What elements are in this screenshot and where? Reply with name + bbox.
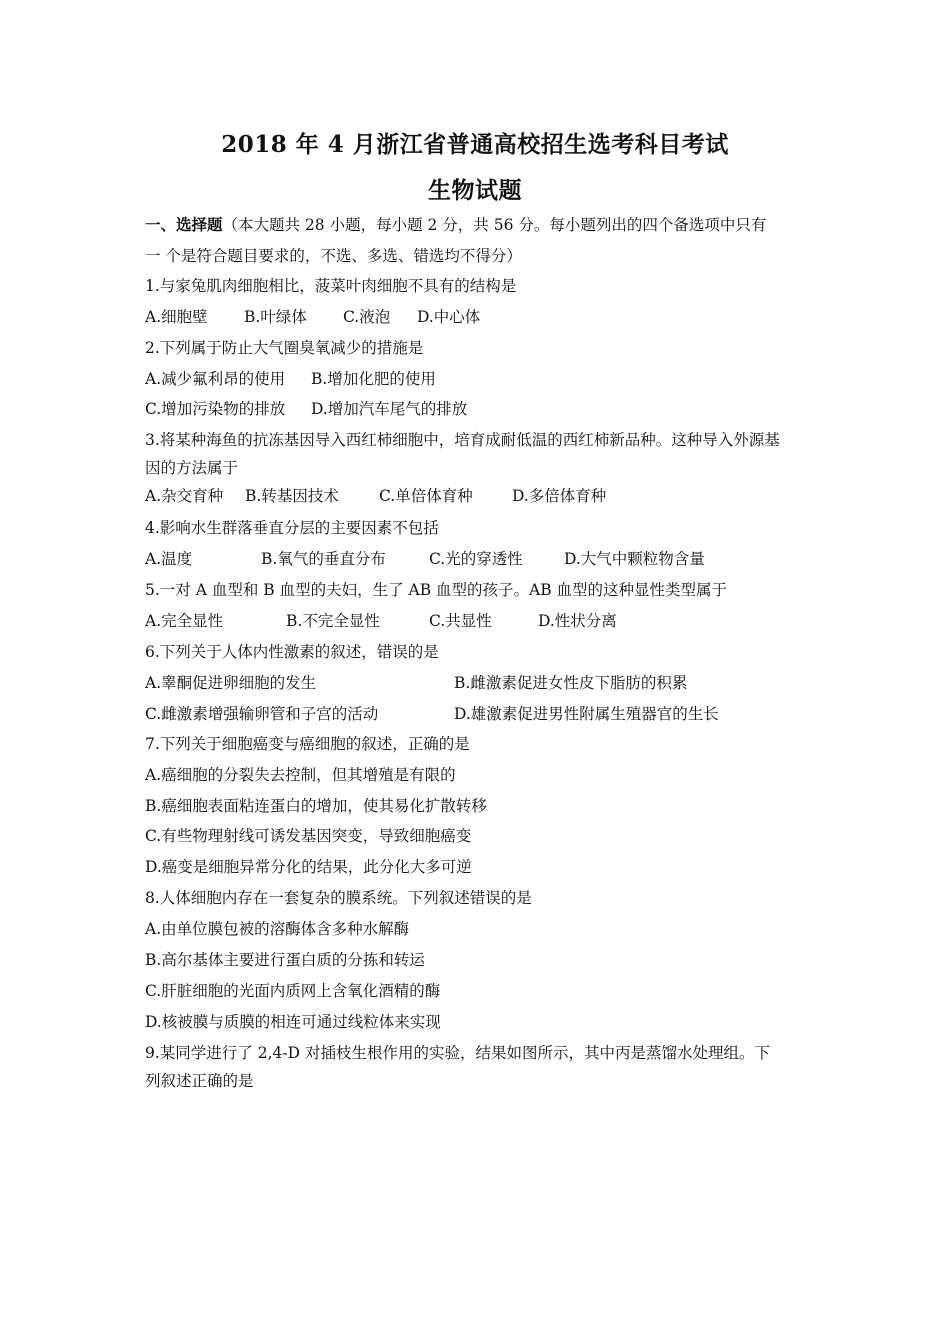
question-3-stem-cont: 因的方法属于: [145, 459, 239, 477]
question-9-stem-cont: 列叙述正确的是: [145, 1072, 254, 1090]
option-a: A.温度: [145, 550, 193, 568]
question-7-option-d: D.癌变是细胞异常分化的结果，此分化大多可逆: [145, 858, 472, 876]
option-a: A.减少氟利昂的使用: [145, 370, 286, 388]
section-intro: [145, 215, 766, 235]
option-c: C.雌激素增强输卵管和子宫的活动: [145, 705, 379, 723]
question-8-option-d: D.核被膜与质膜的相连可通过线粒体来实现: [145, 1013, 441, 1031]
option-c: C.光的穿透性: [429, 550, 523, 568]
option-a: A.细胞壁: [145, 308, 208, 326]
question-8-stem: 8.人体细胞内存在一套复杂的膜系统。下列叙述错误的是: [145, 889, 532, 907]
question-7-option-c: C.有些物理射线可诱发基因突变，导致细胞癌变: [145, 827, 472, 845]
question-3-stem: 3.将某种海鱼的抗冻基因导入西红柿细胞中，培育成耐低温的西红柿新品种。这种导入外源基: [145, 431, 780, 449]
option-d: D.雄激素促进男性附属生殖器官的生长: [454, 705, 719, 723]
exam-subject-title: 生物试题: [428, 177, 522, 204]
option-c: C.增加污染物的排放: [145, 400, 286, 418]
option-a: A.完全显性: [145, 612, 224, 630]
option-a: A.睾酮促进卵细胞的发生: [145, 674, 317, 692]
section-heading: 一、选择题: [145, 215, 223, 234]
option-a: A.杂交育种: [145, 487, 224, 505]
question-9-stem: 9.某同学进行了 2,4-D 对插枝生根作用的实验，结果如图所示，其中丙是蒸馏水处理组。下: [145, 1044, 770, 1062]
option-b: B.转基因技术: [245, 487, 339, 505]
question-5-stem: 5.一对 A 血型和 B 血型的夫妇，生了 AB 血型的孩子。AB 血型的这种显性类型属于: [145, 581, 728, 599]
question-6-stem: 6.下列关于人体内性激素的叙述，错误的是: [145, 643, 439, 661]
option-d: D.中心体: [417, 308, 481, 326]
question-4-stem: 4.影响水生群落垂直分层的主要因素不包括: [145, 519, 439, 537]
question-2-stem: 2.下列属于防止大气圈臭氧减少的措施是: [145, 339, 424, 357]
option-d: D.大气中颗粒物含量: [564, 550, 705, 568]
option-c: C.共显性: [429, 612, 492, 630]
option-d: D.性状分离: [538, 612, 617, 630]
question-7-stem: 7.下列关于细胞癌变与癌细胞的叙述，正确的是: [145, 735, 470, 753]
question-8-option-a: A.由单位膜包被的溶酶体含多种水解酶: [145, 920, 410, 938]
question-1-stem: 1.与家兔肌肉细胞相比，菠菜叶肉细胞不具有的结构是: [145, 277, 517, 295]
option-c: C.液泡: [343, 308, 391, 326]
option-b: B.不完全显性: [286, 612, 380, 630]
option-b: B.氧气的垂直分布: [261, 550, 386, 568]
option-d: D.多倍体育种: [512, 487, 607, 505]
option-d: D.增加汽车尾气的排放: [311, 400, 468, 418]
option-c: C.单倍体育种: [379, 487, 473, 505]
question-8-option-c: C.肝脏细胞的光面内质网上含氧化酒精的酶: [145, 982, 441, 1000]
option-b: B.雌激素促进女性皮下脂肪的积累: [454, 674, 688, 692]
option-b: B.增加化肥的使用: [311, 370, 436, 388]
question-8-option-b: B.高尔基体主要进行蛋白质的分拣和转运: [145, 951, 425, 969]
section-instructions-cont: 一 个是符合题目要求的，不选、多选、错选均不得分）: [145, 247, 522, 265]
section-instructions: （本大题共 28 小题，每小题 2 分，共 56 分。每小题列出的四个备选项中只有: [222, 216, 767, 234]
question-7-option-b: B.癌细胞表面粘连蛋白的增加，使其易化扩散转移: [145, 797, 487, 815]
option-b: B.叶绿体: [244, 308, 307, 326]
exam-title: 2018 年 4 月浙江省普通高校招生选考科目考试: [221, 131, 729, 158]
question-7-option-a: A.癌细胞的分裂失去控制，但其增殖是有限的: [145, 766, 456, 784]
